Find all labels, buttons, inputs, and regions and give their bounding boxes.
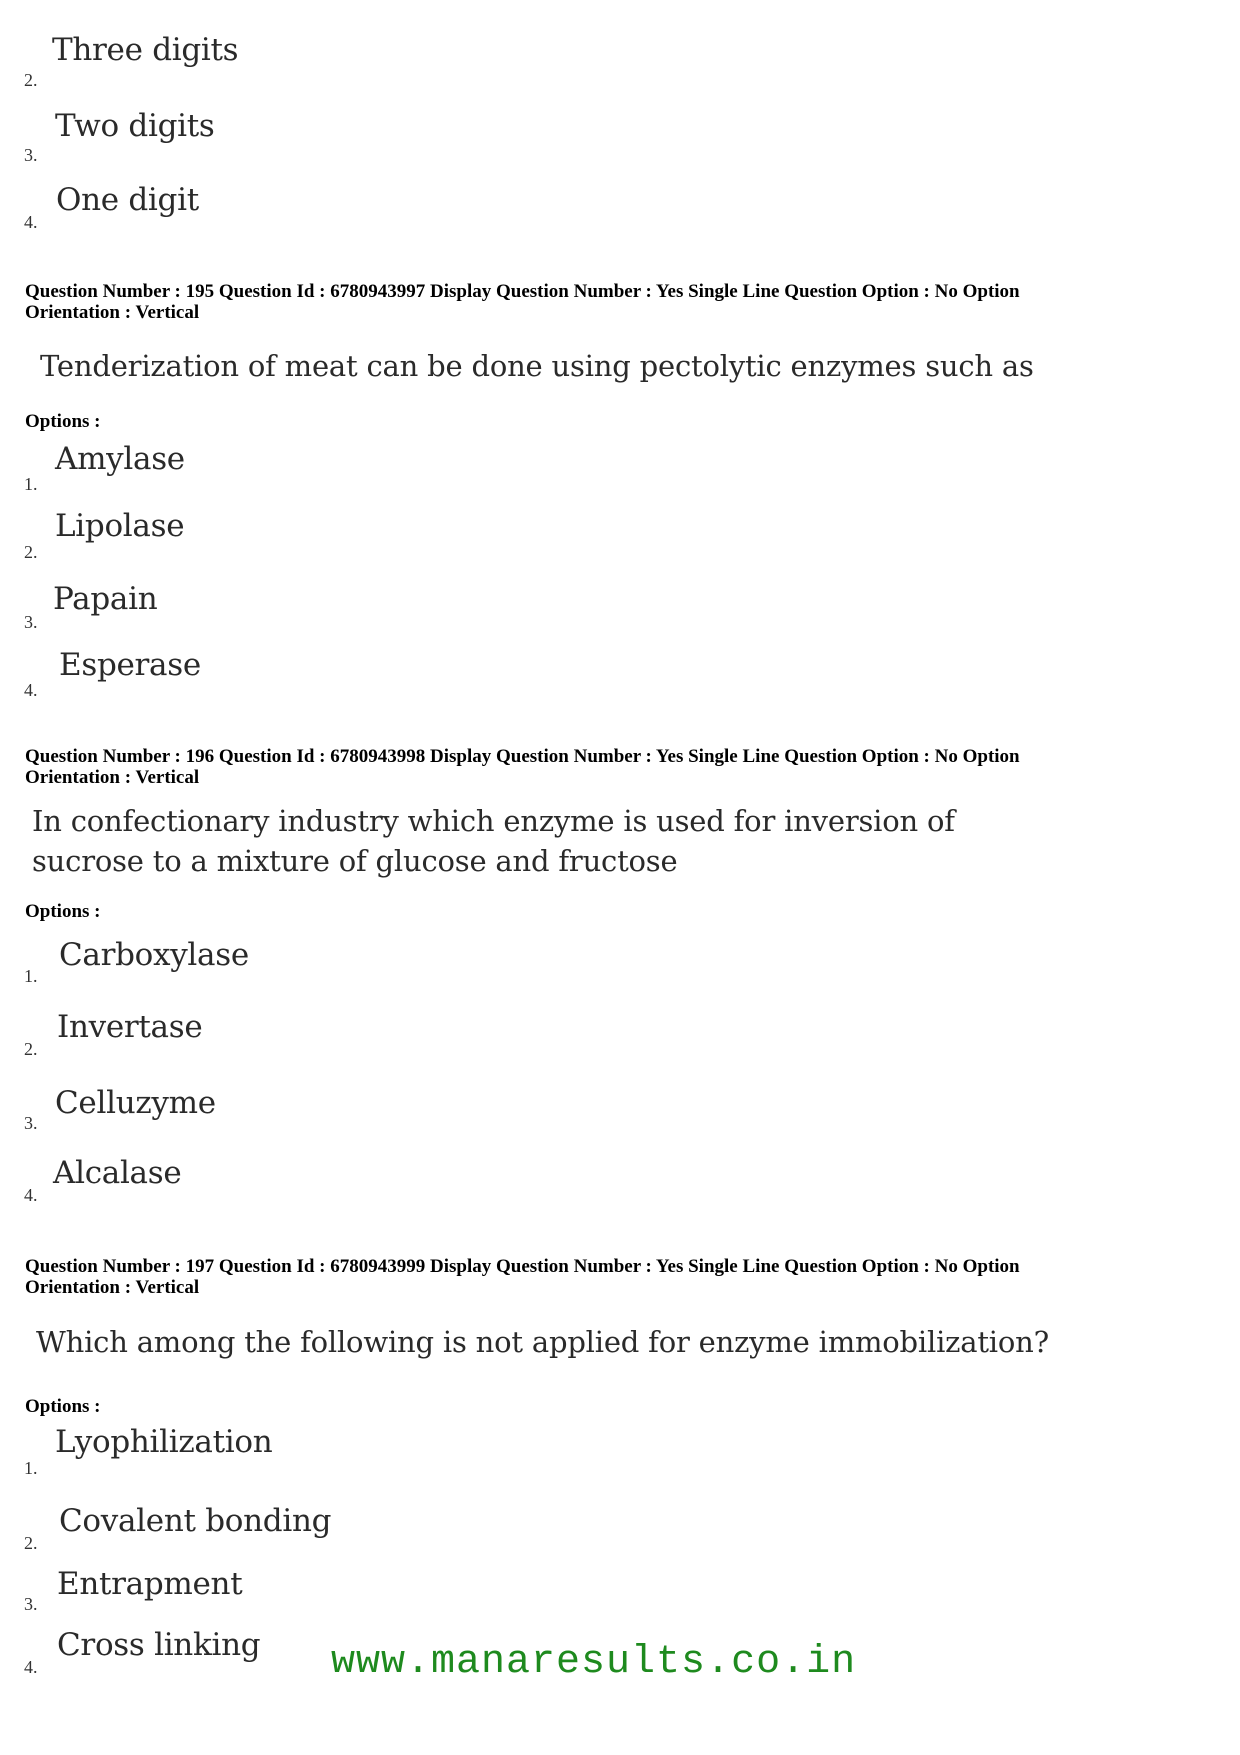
question-197-option-3-number: 3. [24, 1594, 38, 1614]
question-195-meta-line1: Question Number : 195 Question Id : 6780943997 Display Question Number : Yes Single Line Question Option : No Option [25, 281, 1020, 302]
question-195-option-3-number: 3. [24, 612, 38, 632]
question-197-option-2-text: Covalent bonding [59, 1503, 332, 1539]
prev-option-3-number: 3. [24, 145, 38, 165]
question-195-option-4-number: 4. [24, 680, 38, 700]
question-197-option-3-text: Entrapment [57, 1566, 243, 1602]
question-197-option-4-number: 4. [24, 1657, 38, 1677]
question-195-options-label: Options : [25, 411, 101, 432]
question-195-meta-line2: Orientation : Vertical [25, 302, 200, 323]
question-196-option-3-text: Celluzyme [55, 1085, 216, 1121]
question-195-text: Tenderization of meat can be done using pectolytic enzymes such as [40, 349, 1034, 383]
question-195-option-3-text: Papain [53, 581, 158, 617]
prev-option-3-text: Two digits [55, 108, 215, 144]
question-196-meta-line2: Orientation : Vertical [25, 767, 200, 788]
question-196-text-line2: sucrose to a mixture of glucose and fructose [32, 844, 678, 878]
question-196-options-label: Options : [25, 901, 101, 922]
question-195-option-1-number: 1. [24, 474, 38, 494]
prev-option-2-number: 2. [24, 70, 38, 90]
question-197-options-label: Options : [25, 1396, 101, 1417]
question-195-option-2-text: Lipolase [55, 508, 185, 544]
question-196-option-2-number: 2. [24, 1039, 38, 1059]
question-196-meta-line1: Question Number : 196 Question Id : 6780943998 Display Question Number : Yes Single Line Question Option : No Option [25, 746, 1020, 767]
question-196-text-line1: In confectionary industry which enzyme is used for inversion of [32, 804, 955, 838]
question-195-option-2-number: 2. [24, 542, 38, 562]
question-197-option-1-number: 1. [24, 1458, 38, 1478]
watermark-url: www.manaresults.co.in [331, 1640, 857, 1685]
prev-option-4-text: One digit [56, 182, 199, 218]
question-197-text: Which among the following is not applied for enzyme immobilization? [36, 1325, 1049, 1359]
question-195-option-4-text: Esperase [59, 647, 201, 683]
question-197-option-2-number: 2. [24, 1533, 38, 1553]
question-196-option-2-text: Invertase [57, 1009, 203, 1045]
question-196-option-1-text: Carboxylase [59, 937, 249, 973]
question-196-option-1-number: 1. [24, 966, 38, 986]
question-197-meta-line1: Question Number : 197 Question Id : 6780943999 Display Question Number : Yes Single Line Question Option : No Option [25, 1256, 1020, 1277]
prev-option-2-text: Three digits [52, 32, 239, 68]
question-196-option-4-number: 4. [24, 1185, 38, 1205]
prev-option-4-number: 4. [24, 212, 38, 232]
question-195-option-1-text: Amylase [55, 441, 185, 477]
question-197-option-4-text: Cross linking [57, 1627, 261, 1663]
question-197-option-1-text: Lyophilization [55, 1424, 273, 1460]
question-196-option-3-number: 3. [24, 1113, 38, 1133]
question-196-option-4-text: Alcalase [53, 1155, 182, 1191]
question-197-meta-line2: Orientation : Vertical [25, 1277, 200, 1298]
